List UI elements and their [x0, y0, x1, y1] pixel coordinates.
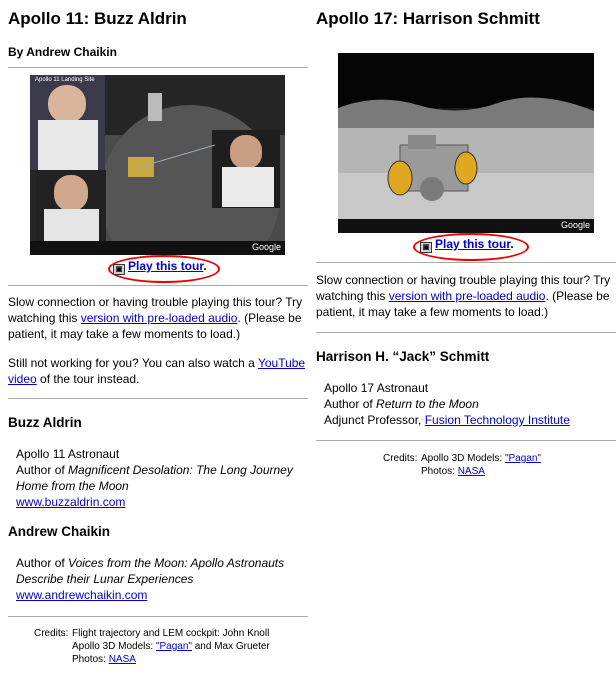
period: . — [203, 259, 207, 273]
apollo-11-tour-thumbnail[interactable] — [30, 75, 285, 255]
pagan-link[interactable]: "Pagan" — [504, 453, 541, 464]
fusion-institute-link[interactable]: Fusion Technology Institute — [424, 413, 570, 427]
divider — [8, 285, 308, 286]
slow-text-end: . (Please be patient, it may take a few moments to load.) — [316, 289, 610, 319]
credits-prefix: Photos: — [421, 466, 458, 477]
period: . — [510, 237, 514, 251]
credits-prefix: Apollo 3D Models: — [72, 641, 156, 652]
bio-line: Apollo 17 Astronaut — [324, 381, 429, 395]
apollo-17-tour-preview — [338, 53, 594, 233]
buzz-aldrin-website-link[interactable]: www.buzzaldrin.com — [16, 495, 126, 509]
credits-label: Credits: — [383, 453, 418, 464]
credits-line — [72, 653, 270, 666]
apollo-17-column — [316, 0, 616, 29]
person-name-andrew-chaikin: Andrew Chaikin — [8, 524, 111, 539]
author-prefix: Author of — [16, 463, 69, 477]
apollo-17-title: Apollo 17: Harrison Schmitt — [316, 9, 540, 28]
person-name-harrison-schmitt: Harrison H. “Jack” Schmitt — [316, 349, 490, 364]
credits-line — [72, 640, 270, 653]
slow-text: Slow connection or having trouble playing this tour? Try watching this — [8, 295, 303, 325]
bio-line: Apollo 11 Astronaut — [16, 447, 120, 461]
divider — [316, 262, 616, 263]
divider — [8, 616, 308, 617]
credits-suffix: and Max Grueter — [191, 641, 270, 652]
credits-prefix: Apollo 3D Models: — [421, 453, 505, 464]
credits-label: Credits: — [34, 628, 69, 639]
bio-book-line — [324, 396, 616, 412]
book-title: Voices from the Moon: Apollo Astronauts Describe their Lunar Experiences — [16, 556, 285, 586]
bio-prof-line — [324, 412, 616, 428]
nasa-link[interactable]: NASA — [108, 654, 136, 665]
bio-book-line — [16, 462, 308, 494]
video-icon: ▣ — [113, 264, 125, 275]
buzz-aldrin-bio — [8, 446, 308, 510]
prof-prefix: Adjunct Professor, — [324, 413, 425, 427]
apollo-17-tour-thumbnail[interactable] — [338, 53, 594, 233]
divider — [316, 332, 616, 333]
harrison-schmitt-bio — [316, 380, 616, 428]
pagan-link[interactable]: "Pagan" — [155, 641, 192, 652]
credits-prefix: Photos: — [72, 654, 109, 665]
apollo-11-tour-preview — [30, 75, 285, 255]
author-prefix: Author of — [324, 397, 377, 411]
video-icon: ▣ — [420, 242, 432, 253]
slow-text-end: . (Please be patient, it may take a few moments to load.) — [8, 311, 302, 341]
play-tour-label[interactable]: Play this tour — [435, 237, 511, 251]
author-prefix: Author of — [16, 556, 69, 570]
play-tour-label[interactable]: Play this tour — [128, 259, 204, 273]
andrew-chaikin-website-link[interactable]: www.andrewchaikin.com — [16, 588, 148, 602]
preloaded-audio-link[interactable]: version with pre-loaded audio — [388, 289, 546, 303]
preloaded-audio-link[interactable]: version with pre-loaded audio — [80, 311, 238, 325]
credits-line — [421, 452, 541, 465]
bio-book-line — [16, 555, 308, 587]
divider — [8, 67, 308, 68]
still-text-end: of the tour instead. — [36, 372, 140, 386]
divider — [8, 398, 308, 399]
credits-line — [421, 465, 541, 478]
slow-connection-text — [316, 272, 616, 320]
play-tour-link-apollo-17[interactable] — [420, 237, 514, 253]
credits-lines — [421, 452, 541, 478]
google-logo: Google — [560, 220, 590, 230]
nasa-link[interactable]: NASA — [457, 466, 485, 477]
slow-text: Slow connection or having trouble playing this tour? Try watching this — [316, 273, 611, 303]
book-title: Magnificent Desolation: The Long Journey Home from the Moon — [16, 463, 293, 493]
apollo-11-column — [8, 0, 308, 59]
tour-caption: Apollo 11 Landing Site — [35, 77, 95, 83]
play-tour-link-apollo-11[interactable] — [113, 259, 207, 275]
divider — [316, 440, 616, 441]
google-logo: Google — [251, 242, 281, 252]
youtube-text — [8, 355, 308, 387]
youtube-video-link[interactable]: YouTube video — [8, 356, 306, 386]
apollo-11-title: Apollo 11: Buzz Aldrin — [8, 9, 187, 28]
credits-lines — [72, 627, 270, 666]
credits-line: Flight trajectory and LEM cockpit: John Knoll — [72, 628, 270, 639]
byline: By Andrew Chaikin — [8, 45, 117, 59]
book-title: Return to the Moon — [376, 397, 479, 411]
still-text: Still not working for you? You can also watch a — [8, 356, 258, 370]
slow-connection-text — [8, 294, 308, 342]
andrew-chaikin-bio — [8, 555, 308, 603]
person-name-buzz-aldrin: Buzz Aldrin — [8, 415, 82, 430]
